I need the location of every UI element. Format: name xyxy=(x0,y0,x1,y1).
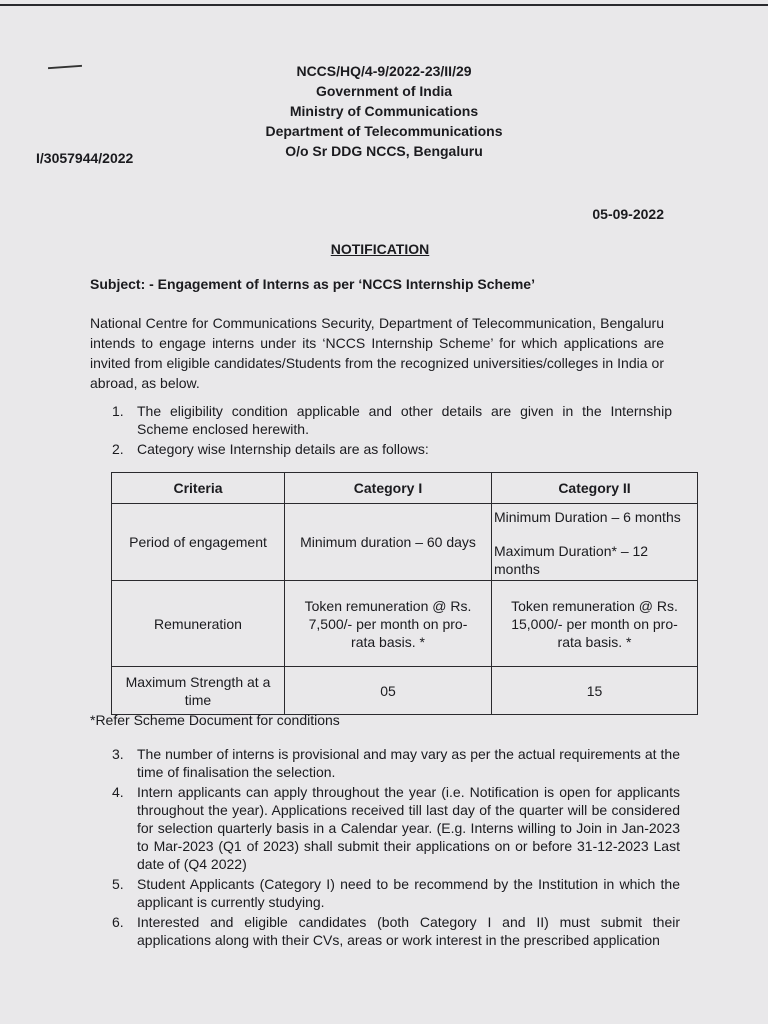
list-number: 4. xyxy=(112,784,124,800)
list-number: 5. xyxy=(112,876,124,892)
table-header-cell: Category I xyxy=(285,473,492,504)
department-line: Department of Telecommunications xyxy=(265,123,503,139)
table-cell xyxy=(492,504,698,581)
list-number: 2. xyxy=(112,441,124,457)
list-item xyxy=(112,913,680,949)
table-cell: Token remuneration @ Rs. 15,000/- per month on pro-rata basis. * xyxy=(492,581,698,667)
list-item xyxy=(112,745,680,781)
notification-date: 05-09-2022 xyxy=(592,206,664,222)
numbered-list-top xyxy=(112,402,672,460)
list-item xyxy=(112,402,672,438)
letterhead xyxy=(0,61,768,161)
table-cell: 05 xyxy=(285,667,492,715)
table-cell: Maximum Strength at a time xyxy=(112,667,285,715)
table-header-row xyxy=(112,473,698,504)
notification-title: NOTIFICATION xyxy=(330,241,430,257)
table-cell: 15 xyxy=(492,667,698,715)
list-text: Student Applicants (Category I) need to be recommend by the Institution in which the applicant is currently studying. xyxy=(137,876,680,910)
list-number: 3. xyxy=(112,746,124,762)
table-cell: Remuneration xyxy=(112,581,285,667)
government-line: Government of India xyxy=(315,83,453,99)
cell-line: Minimum Duration – 6 months xyxy=(494,509,681,525)
list-item xyxy=(112,875,680,911)
intro-paragraph: National Centre for Communications Security, Department of Telecommunication, Bengaluru intends to engage interns under its ‘NCCS Internship Scheme’ for which applications are invited from eligible candidates/Students from the recognized universities/colleges in India or abroad, as below. xyxy=(90,315,664,391)
office-line: O/o Sr DDG NCCS, Bengaluru xyxy=(285,143,483,159)
table-header-cell: Criteria xyxy=(112,473,285,504)
table-footnote: *Refer Scheme Document for conditions xyxy=(90,712,340,728)
subject-line: Subject: - Engagement of Interns as per ‘NCCS Internship Scheme’ xyxy=(90,276,535,292)
table-cell: Minimum duration – 60 days xyxy=(285,504,492,581)
list-text: Interested and eligible candidates (both Category I and II) must submit their applications along with their CVs, areas or work interest in the prescribed application xyxy=(137,914,680,948)
table-header-cell: Category II xyxy=(492,473,698,504)
list-number: 1. xyxy=(112,403,124,419)
list-text: The eligibility condition applicable and other details are given in the Internship Scheme enclosed herewith. xyxy=(137,403,672,437)
table-cell: Period of engagement xyxy=(112,504,285,581)
table-row xyxy=(112,667,698,715)
list-item xyxy=(112,783,680,873)
table-row xyxy=(112,504,698,581)
list-item xyxy=(112,440,672,458)
cell-line: Maximum Duration* – 12 months xyxy=(494,543,649,577)
list-number: 6. xyxy=(112,914,124,930)
ministry-line: Ministry of Communications xyxy=(289,103,479,119)
category-table xyxy=(111,472,698,715)
table-row xyxy=(112,581,698,667)
list-text: Category wise Internship details are as follows: xyxy=(137,441,429,457)
table-cell: Token remuneration @ Rs. 7,500/- per month on pro-rata basis. * xyxy=(285,581,492,667)
top-border-line xyxy=(0,4,768,6)
numbered-list-bottom xyxy=(112,745,680,951)
list-text: Intern applicants can apply throughout the year (i.e. Notification is open for applicants throughout the year). Applications received till last day of the quarter will be considered for selection quarterly basis in a Calendar year. (E.g. Interns willing to Join in Jan-2023 to Mar-2023 (Q1 of 2023) shall submit their applications on or before 31-12-2023 Last date of (Q4 2022) xyxy=(137,784,680,872)
list-text: The number of interns is provisional and may vary as per the actual requirements at the time of finalisation the selection. xyxy=(137,746,680,780)
file-number: I/3057944/2022 xyxy=(36,150,134,166)
reference-number: NCCS/HQ/4-9/2022-23/II/29 xyxy=(296,63,472,79)
